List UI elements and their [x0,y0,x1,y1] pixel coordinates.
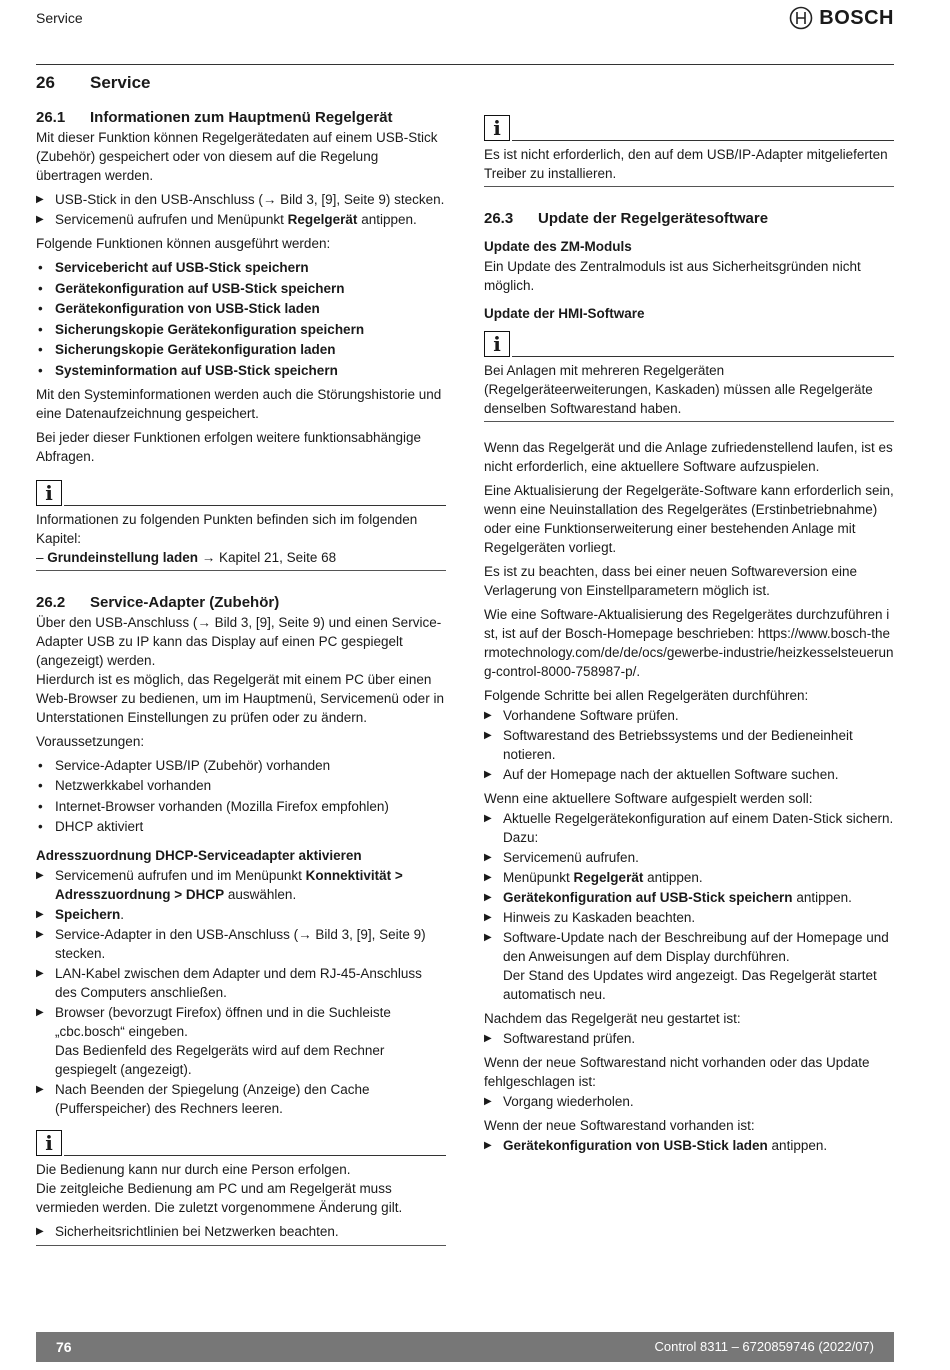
step-item: ▶ Gerätekonfiguration auf USB-Stick speichern antippen. [484,888,894,907]
paragraph: Bei jeder dieser Funktionen erfolgen weitere funktionsabhängige Abfragen. [36,429,422,464]
step-item: ▶ Softwarestand prüfen. [484,1029,894,1048]
step-list [484,1092,894,1111]
list-item: • Sicherungskopie Gerätekonfiguration speichern [36,320,446,339]
step-item: ▶ LAN-Kabel zwischen dem Adapter und dem RJ-45-Anschluss des Computers anschließen. [36,964,446,1002]
paragraph: Über den USB-Anschluss (→ Bild 3, [9], Seite 9) und einen Service-Adapter USB zu IP kann das Display auf einen PC gespiegelt (angezeigt) werden. [36,614,442,668]
paragraph: Eine Aktualisierung der Regelgeräte-Software kann erforderlich sein, wenn eine Neuinstallation des Regelgerätes (Erstinbetriebnahme) oder eine Funktionserweiterung einer bestehenden Anlage mit Regelgeräten vorliegt. [484,483,894,555]
subheading: Update des ZM-Moduls [484,239,632,254]
info-icon: i [36,480,62,506]
step-item: ▶ Speichern. [36,905,446,924]
paragraph: Wenn der neue Softwarestand vorhanden ist: [484,1118,755,1133]
step-item: ▶ Nach Beenden der Spiegelung (Anzeige) den Cache (Pufferspeicher) des Rechners leeren. [36,1080,446,1118]
list-item: • Sicherungskopie Gerätekonfiguration laden [36,340,446,359]
list-item: • DHCP aktiviert [36,817,446,836]
right-column [484,115,894,1160]
requirements-list [36,756,446,837]
functions-intro: Folgende Funktionen können ausgeführt werden: [36,236,331,251]
step-item: ▶ Vorhandene Software prüfen. [484,706,894,725]
header-rule [36,64,894,65]
step-list [484,809,894,1004]
step-item: ▶ Software-Update nach der Beschreibung auf der Homepage und den Anweisungen auf dem Display durchführen. Der Stand des Updates wird angezeigt. Das Regelgerät startet automatisch neu. [484,928,894,1004]
list-item: • Systeminformation auf USB-Stick speichern [36,361,446,380]
document-id: Control 8311 – 6720859746 (2022/07) [654,1339,874,1354]
step-item: ▶ Servicemenü aufrufen und Menüpunkt Regelgerät antippen. [36,210,446,229]
step-item: ▶ Servicemenü aufrufen. [484,848,894,867]
step-list [36,190,446,229]
section-heading-26-1: 26.1 Informationen zum Hauptmenü Regelgerät [36,109,393,126]
info-note: i Die Bedienung kann nur durch eine Person erfolgen. Die zeitgleiche Bedienung am PC und am Regelgerät muss vermieden werden. Die zuletzt vorgenommene Änderung gilt. ▶ Sicherheitsrichtlinien bei Netzwerken beachten. [36,1130,446,1246]
chapter-heading: 26 Service [36,73,151,92]
step-item: ▶ Softwarestand des Betriebssystems und der Bedieneinheit notieren. [484,726,894,764]
bosch-armature-icon [789,6,813,30]
list-item: • Netzwerkkabel vorhanden [36,776,446,795]
page-number: 76 [56,1339,72,1355]
functions-list [36,258,446,380]
paragraph: Hierdurch ist es möglich, das Regelgerät mit einem PC über einen Web-Browser zu bedienen, um im Hauptmenü, Servicemenü oder in Unterstationen Einstellungen zu prüfen oder zu ändern. [36,671,444,725]
step-list [484,1136,894,1155]
section-heading-26-2: 26.2 Service-Adapter (Zubehör) [36,593,280,611]
info-icon: i [484,331,510,357]
info-icon: i [484,115,510,141]
brand-name: BOSCH [819,6,894,29]
info-note: i Informationen zu folgenden Punkten befinden sich im folgenden Kapitel: – Grundeinstellung laden → Kapitel 21, Seite 68 [36,480,446,571]
info-note: i Bei Anlagen mit mehreren Regelgeräten (Regelgeräteerweiterungen, Kaskaden) müssen alle Regelgeräte denselben Softwarestand haben. [484,331,894,422]
paragraph: Nachdem das Regelgerät neu gestartet ist: [484,1011,741,1026]
step-list [484,1029,894,1048]
step-list [484,706,894,784]
bosch-logo [789,6,894,30]
subheading: Update der HMI-Software [484,306,645,321]
step-item: ▶ Aktuelle Regelgerätekonfiguration auf einem Daten-Stick sichern. Dazu: [484,809,894,847]
step-item: ▶ Hinweis zu Kaskaden beachten. [484,908,894,927]
list-item: • Gerätekonfiguration auf USB-Stick speichern [36,279,446,298]
subheading: Adresszuordnung DHCP-Serviceadapter aktivieren [36,848,362,863]
list-item: • Gerätekonfiguration von USB-Stick laden [36,299,446,318]
info-icon: i [36,1130,62,1156]
step-item: ▶ USB-Stick in den USB-Anschluss (→ Bild 3, [9], Seite 9) stecken. [36,190,446,209]
intro-paragraph: Mit dieser Funktion können Regelgerätedaten auf einem USB-Stick (Zubehör) gespeichert oder von diesem auf die Regelung übertragen werden. [36,130,438,183]
paragraph: Ein Update des Zentralmoduls ist aus Sicherheitsgründen nicht möglich. [484,259,861,293]
paragraph: Wenn eine aktuellere Software aufgespielt werden soll: [484,791,813,806]
step-item: ▶ Auf der Homepage nach der aktuellen Software suchen. [484,765,894,784]
step-list [36,866,446,1118]
step-item: ▶ Service-Adapter in den USB-Anschluss (→ Bild 3, [9], Seite 9) stecken. [36,925,446,963]
paragraph: Mit den Systeminformationen werden auch die Störungshistorie und eine Datenaufzeichnung gespeichert. [36,386,442,421]
paragraph: Folgende Schritte bei allen Regelgeräten durchführen: [484,688,809,703]
step-item: ▶ Vorgang wiederholen. [484,1092,894,1111]
list-item: • Service-Adapter USB/IP (Zubehör) vorhanden [36,756,446,775]
paragraph: Wenn das Regelgerät und die Anlage zufriedenstellend laufen, ist es nicht erforderlich, eine aktuellere Software aufzuspielen. [484,440,893,474]
info-note: i Es ist nicht erforderlich, den auf dem USB/IP-Adapter mitgelieferten Treiber zu installieren. [484,115,894,187]
step-item: ▶ Browser (bevorzugt Firefox) öffnen und in die Suchleiste „cbc.bosch“ eingeben. Das Bedienfeld des Regelgeräts wird auf dem Rechner gespiegelt (angezeigt). [36,1003,446,1079]
step-item: ▶ Servicemenü aufrufen und im Menüpunkt Konnektivität > Adresszuordnung > DHCP auswählen. [36,866,446,904]
paragraph: Wie eine Software-Aktualisierung des Regelgerätes durchzuführen ist, ist auf der Bosch-Homepage beschrieben: https://www.bosch-thermotechnology.com/de/de/ocs/gewerbe-industrie/heizkesselsteuerung-control-8000-758987-p/. [484,607,894,679]
paragraph: Es ist zu beachten, dass bei einer neuen Softwareversion eine Verlagerung von Einstellparametern möglich ist. [484,564,857,598]
running-header: Service [36,10,83,26]
step-item: ▶ Menüpunkt Regelgerät antippen. [484,868,894,887]
requirements-intro: Voraussetzungen: [36,733,145,749]
list-item: • Internet-Browser vorhanden (Mozilla Firefox empfohlen) [36,797,446,816]
list-item: • Servicebericht auf USB-Stick speichern [36,258,446,277]
section-heading-26-3: 26.3 Update der Regelgerätesoftware [484,210,769,227]
step-item: ▶ Sicherheitsrichtlinien bei Netzwerken beachten. [36,1222,446,1241]
page-footer [36,1332,894,1362]
paragraph: Wenn der neue Softwarestand nicht vorhanden oder das Update fehlgeschlagen ist: [484,1055,870,1089]
left-column [36,72,446,1262]
step-item: ▶ Gerätekonfiguration von USB-Stick laden antippen. [484,1136,894,1155]
